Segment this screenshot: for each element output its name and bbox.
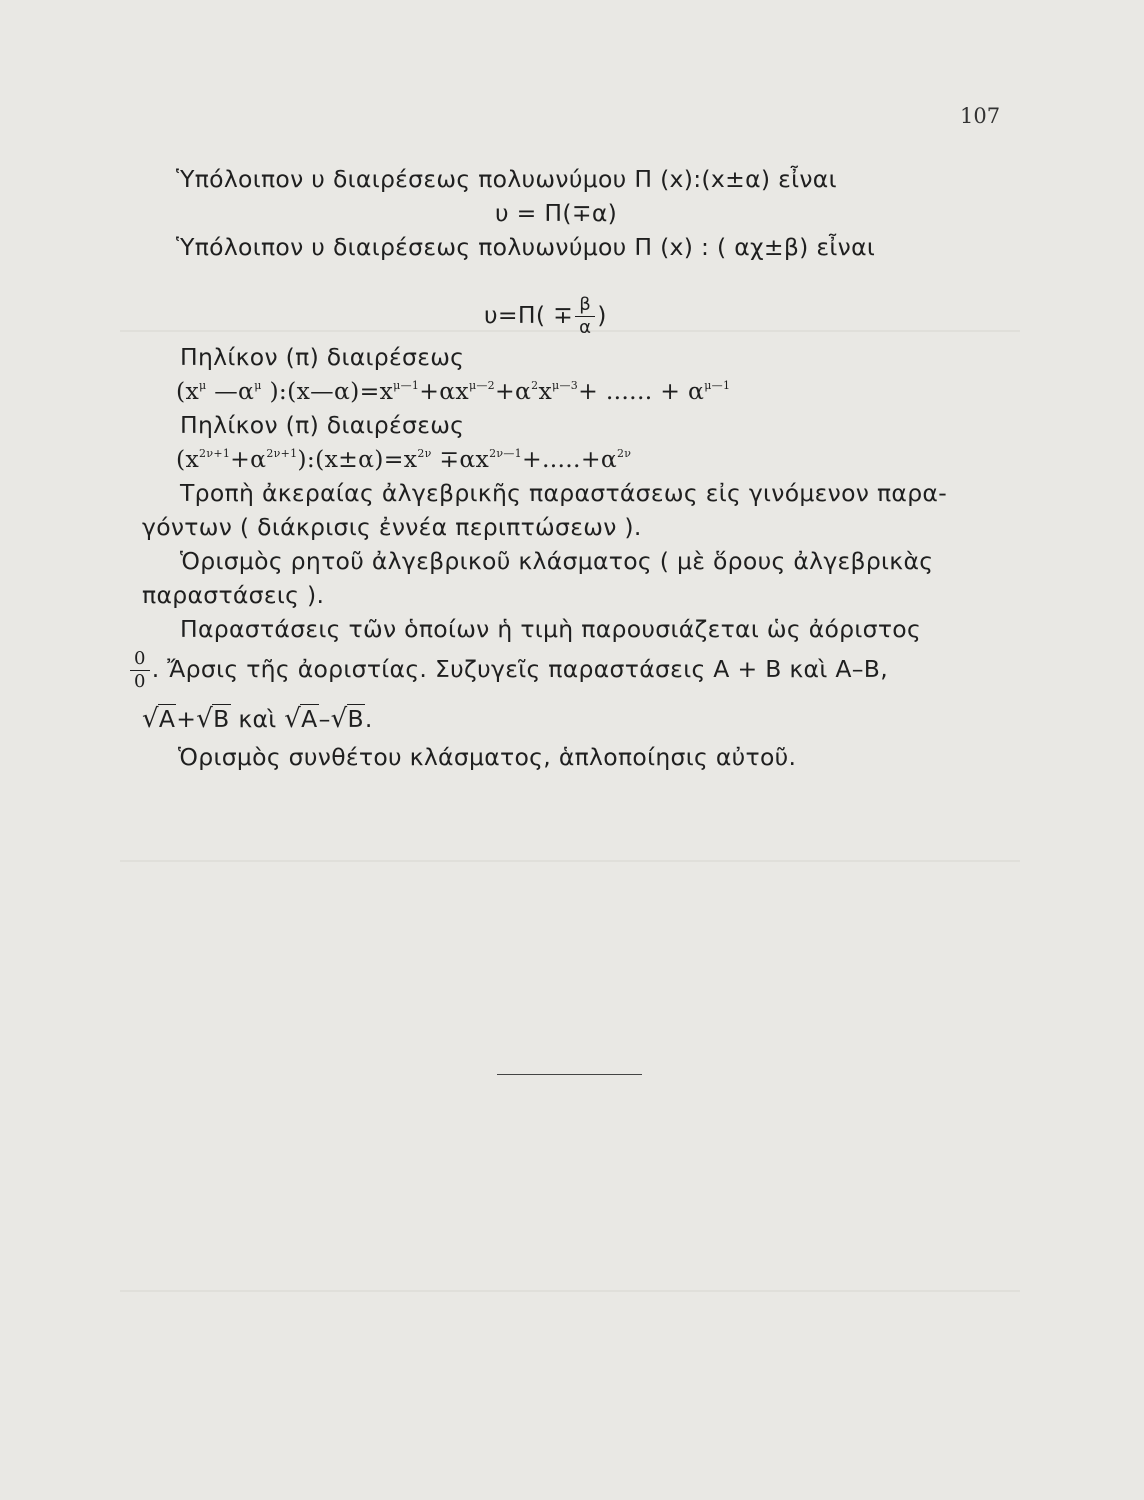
conjunction: καὶ — [230, 705, 285, 733]
quotient-formula-2 — [176, 444, 631, 474]
formula-part: +.....+α — [521, 445, 617, 473]
radical-sqrt-b: √Β — [196, 704, 230, 734]
exponent: 2ν+1 — [199, 447, 231, 460]
page-number: 107 — [960, 104, 1001, 128]
operator: + — [176, 705, 197, 733]
indeterminate-text: . Ἄρσις τῆς ἀοριστίας. Συζυγεῖς παραστάσεις Α + Β καὶ Α–Β, — [151, 655, 888, 683]
remainder-formula-2 — [484, 296, 607, 337]
formula-part: ):(x—α)=x — [261, 377, 394, 405]
formula-part: (x — [176, 377, 200, 405]
operator: – — [318, 705, 331, 733]
bleed-through-line — [120, 860, 1020, 862]
rational-fraction-line-2: παραστάσεις ). — [142, 581, 325, 609]
formula-part: +α — [230, 445, 267, 473]
formula-part: (x — [176, 445, 200, 473]
rational-fraction-line-1: Ὁρισμὸς ρητοῦ ἀλγεβρικοῦ κλάσματος ( μὲ ὅρους ἀλγεβρικὰς — [180, 547, 934, 575]
fraction-zero-over-zero — [130, 650, 150, 691]
quotient-formula-1 — [176, 376, 730, 406]
factorization-line-1: Τροπὴ ἀκεραίας ἀλγεβρικῆς παραστάσεως εἰς γινόμενον παρα- — [180, 479, 947, 507]
exponent: 2ν — [616, 447, 632, 460]
exponent: 2ν+1 — [266, 447, 298, 460]
exponent: μ — [254, 379, 262, 392]
radicand: Β — [213, 705, 230, 733]
period: . — [364, 705, 373, 733]
formula-part: —α — [206, 377, 255, 405]
quotient-heading-2: Πηλίκον (π) διαιρέσεως — [180, 411, 465, 439]
remainder-linear-divisor-line: Ὑπόλοιπον υ διαιρέσεως πολυωνύμου Π (x):(x±α) εἶναι — [176, 165, 837, 193]
quotient-heading-1: Πηλίκον (π) διαιρέσεως — [180, 343, 465, 371]
fraction-numerator: 0 — [134, 648, 146, 669]
formula-2-prefix: υ=Π( ∓ — [484, 301, 574, 329]
section-divider — [497, 1074, 642, 1075]
radicand: Β — [347, 705, 364, 733]
radical-sqrt-a: √Α — [142, 704, 176, 734]
fraction-denominator: 0 — [130, 670, 150, 691]
remainder-general-divisor-line: Ὑπόλοιπον υ διαιρέσεως πολυωνύμου Π (x) : ( αχ±β) εἶναι — [176, 233, 876, 261]
formula-2-suffix: ) — [597, 301, 607, 329]
exponent: 2ν—1 — [489, 447, 522, 460]
formula-part: +αx — [419, 377, 469, 405]
fraction-denominator: α — [575, 316, 595, 337]
formula-part: x — [538, 377, 553, 405]
exponent: 2 — [531, 379, 539, 392]
bleed-through-line — [120, 1290, 1020, 1292]
formula-part: ):(x±α)=x — [297, 445, 418, 473]
radical-sqrt-b: √Β — [330, 704, 364, 734]
fraction-numerator: β — [579, 294, 592, 315]
radical-sqrt-a: √Α — [284, 704, 318, 734]
compound-fraction-line: Ὁρισμὸς συνθέτου κλάσματος, ἁπλοποίησις αὐτοῦ. — [178, 743, 797, 771]
conjugate-radicals-line — [142, 704, 373, 734]
exponent: 2ν — [417, 447, 432, 460]
formula-part: + ...... + α — [578, 377, 705, 405]
exponent: μ—3 — [552, 379, 579, 392]
fraction-beta-over-alpha — [575, 296, 595, 337]
exponent: μ—1 — [704, 379, 731, 392]
indeterminate-line-1: Παραστάσεις τῶν ὁποίων ἡ τιμὴ παρουσιάζεται ὡς ἀόριστος — [180, 615, 922, 643]
remainder-formula-1: υ = Π(∓α) — [495, 199, 618, 227]
exponent: μ—1 — [393, 379, 420, 392]
formula-part: +α — [495, 377, 532, 405]
factorization-line-2: γόντων ( διάκρισις ἐννέα περιπτώσεων ). — [142, 513, 642, 541]
radicand: Α — [158, 705, 176, 733]
exponent: μ — [199, 379, 207, 392]
formula-part: ∓αx — [431, 445, 490, 473]
indeterminate-line-2 — [128, 650, 888, 691]
radicand: Α — [301, 705, 318, 733]
exponent: μ—2 — [468, 379, 495, 392]
